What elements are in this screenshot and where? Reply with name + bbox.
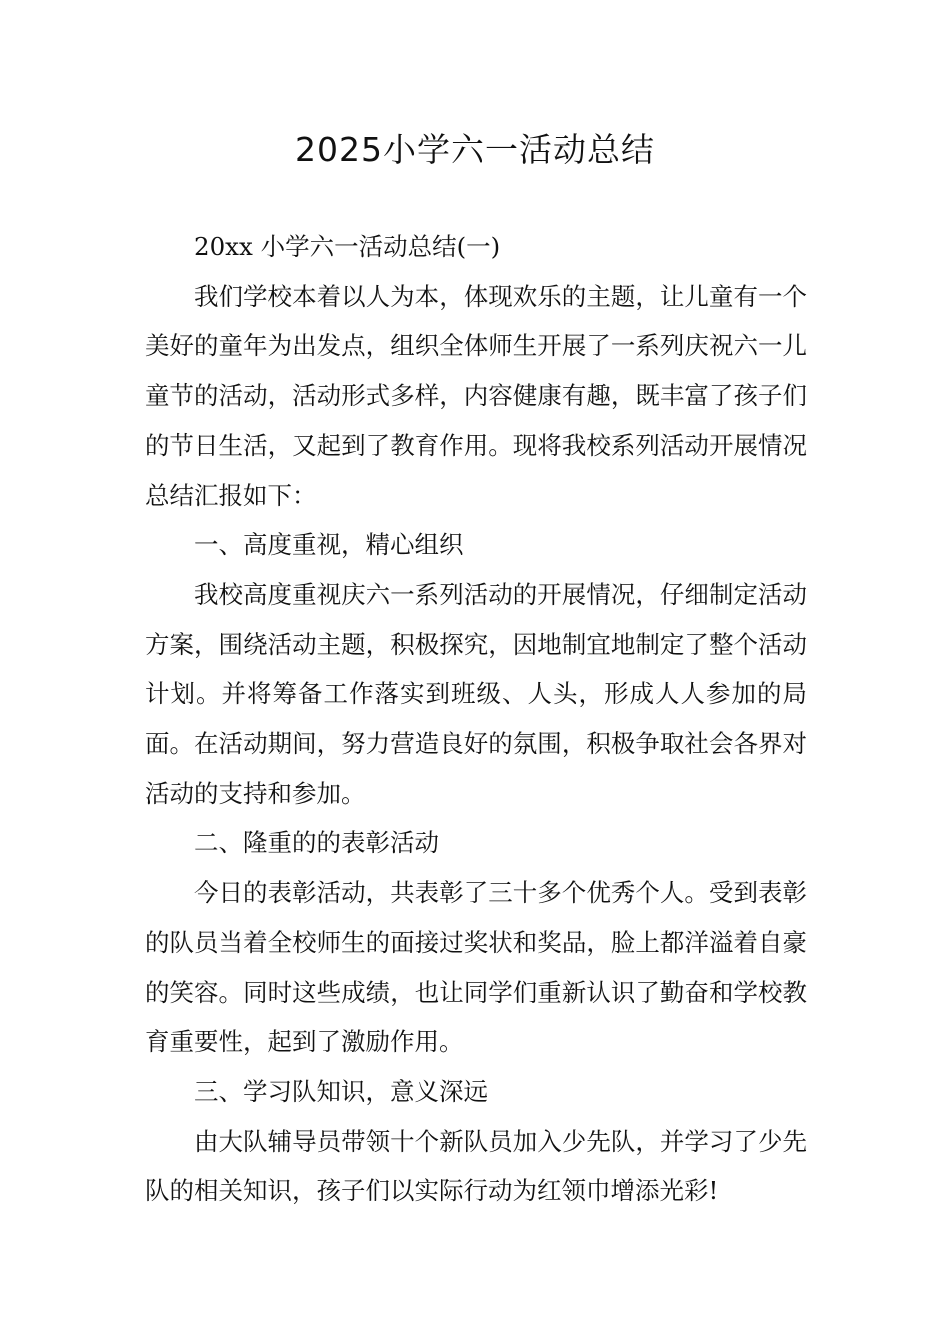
paragraph-intro: 我们学校本着以人为本，体现欢乐的主题，让儿童有一个美好的童年为出发点，组织全体师生开展了一系列庆祝六一儿童节的活动，活动形式多样，内容健康有趣，既丰富了孩子们的节日生活，又起到了教育作用。现将我校系列活动开展情况总结汇报如下： (145, 281, 807, 510)
section-heading-2: 二、隆重的的表彰活动 (194, 828, 439, 858)
section-heading-3: 三、学习队知识，意义深远 (194, 1076, 488, 1106)
paragraph-section-3: 由大队辅导员带领十个新队员加入少先队，并学习了少先队的相关知识，孩子们以实际行动为红领巾增添光彩! (145, 1126, 807, 1206)
document-title: 2025小学六一活动总结 (295, 130, 655, 169)
document-body (145, 222, 807, 1216)
paragraph-section-2: 今日的表彰活动，共表彰了三十多个优秀个人。受到表彰的队员当着全校师生的面接过奖状和奖品，脸上都洋溢着自豪的笑容。同时这些成绩，也让同学们重新认识了勤奋和学校教育重要性，起到了激励作用。 (145, 878, 807, 1057)
paragraph-section-1: 我校高度重视庆六一系列活动的开展情况，仔细制定活动方案，围绕活动主题，积极探究，因地制宜地制定了整个活动计划。并将筹备工作落实到班级、人头，形成人人参加的局面。在活动期间，努力营造良好的氛围，积极争取社会各界对活动的支持和参加。 (145, 579, 807, 808)
subtitle: 20xx 小学六一活动总结(一) (194, 232, 501, 261)
section-heading-1: 一、高度重视，精心组织 (194, 530, 464, 560)
